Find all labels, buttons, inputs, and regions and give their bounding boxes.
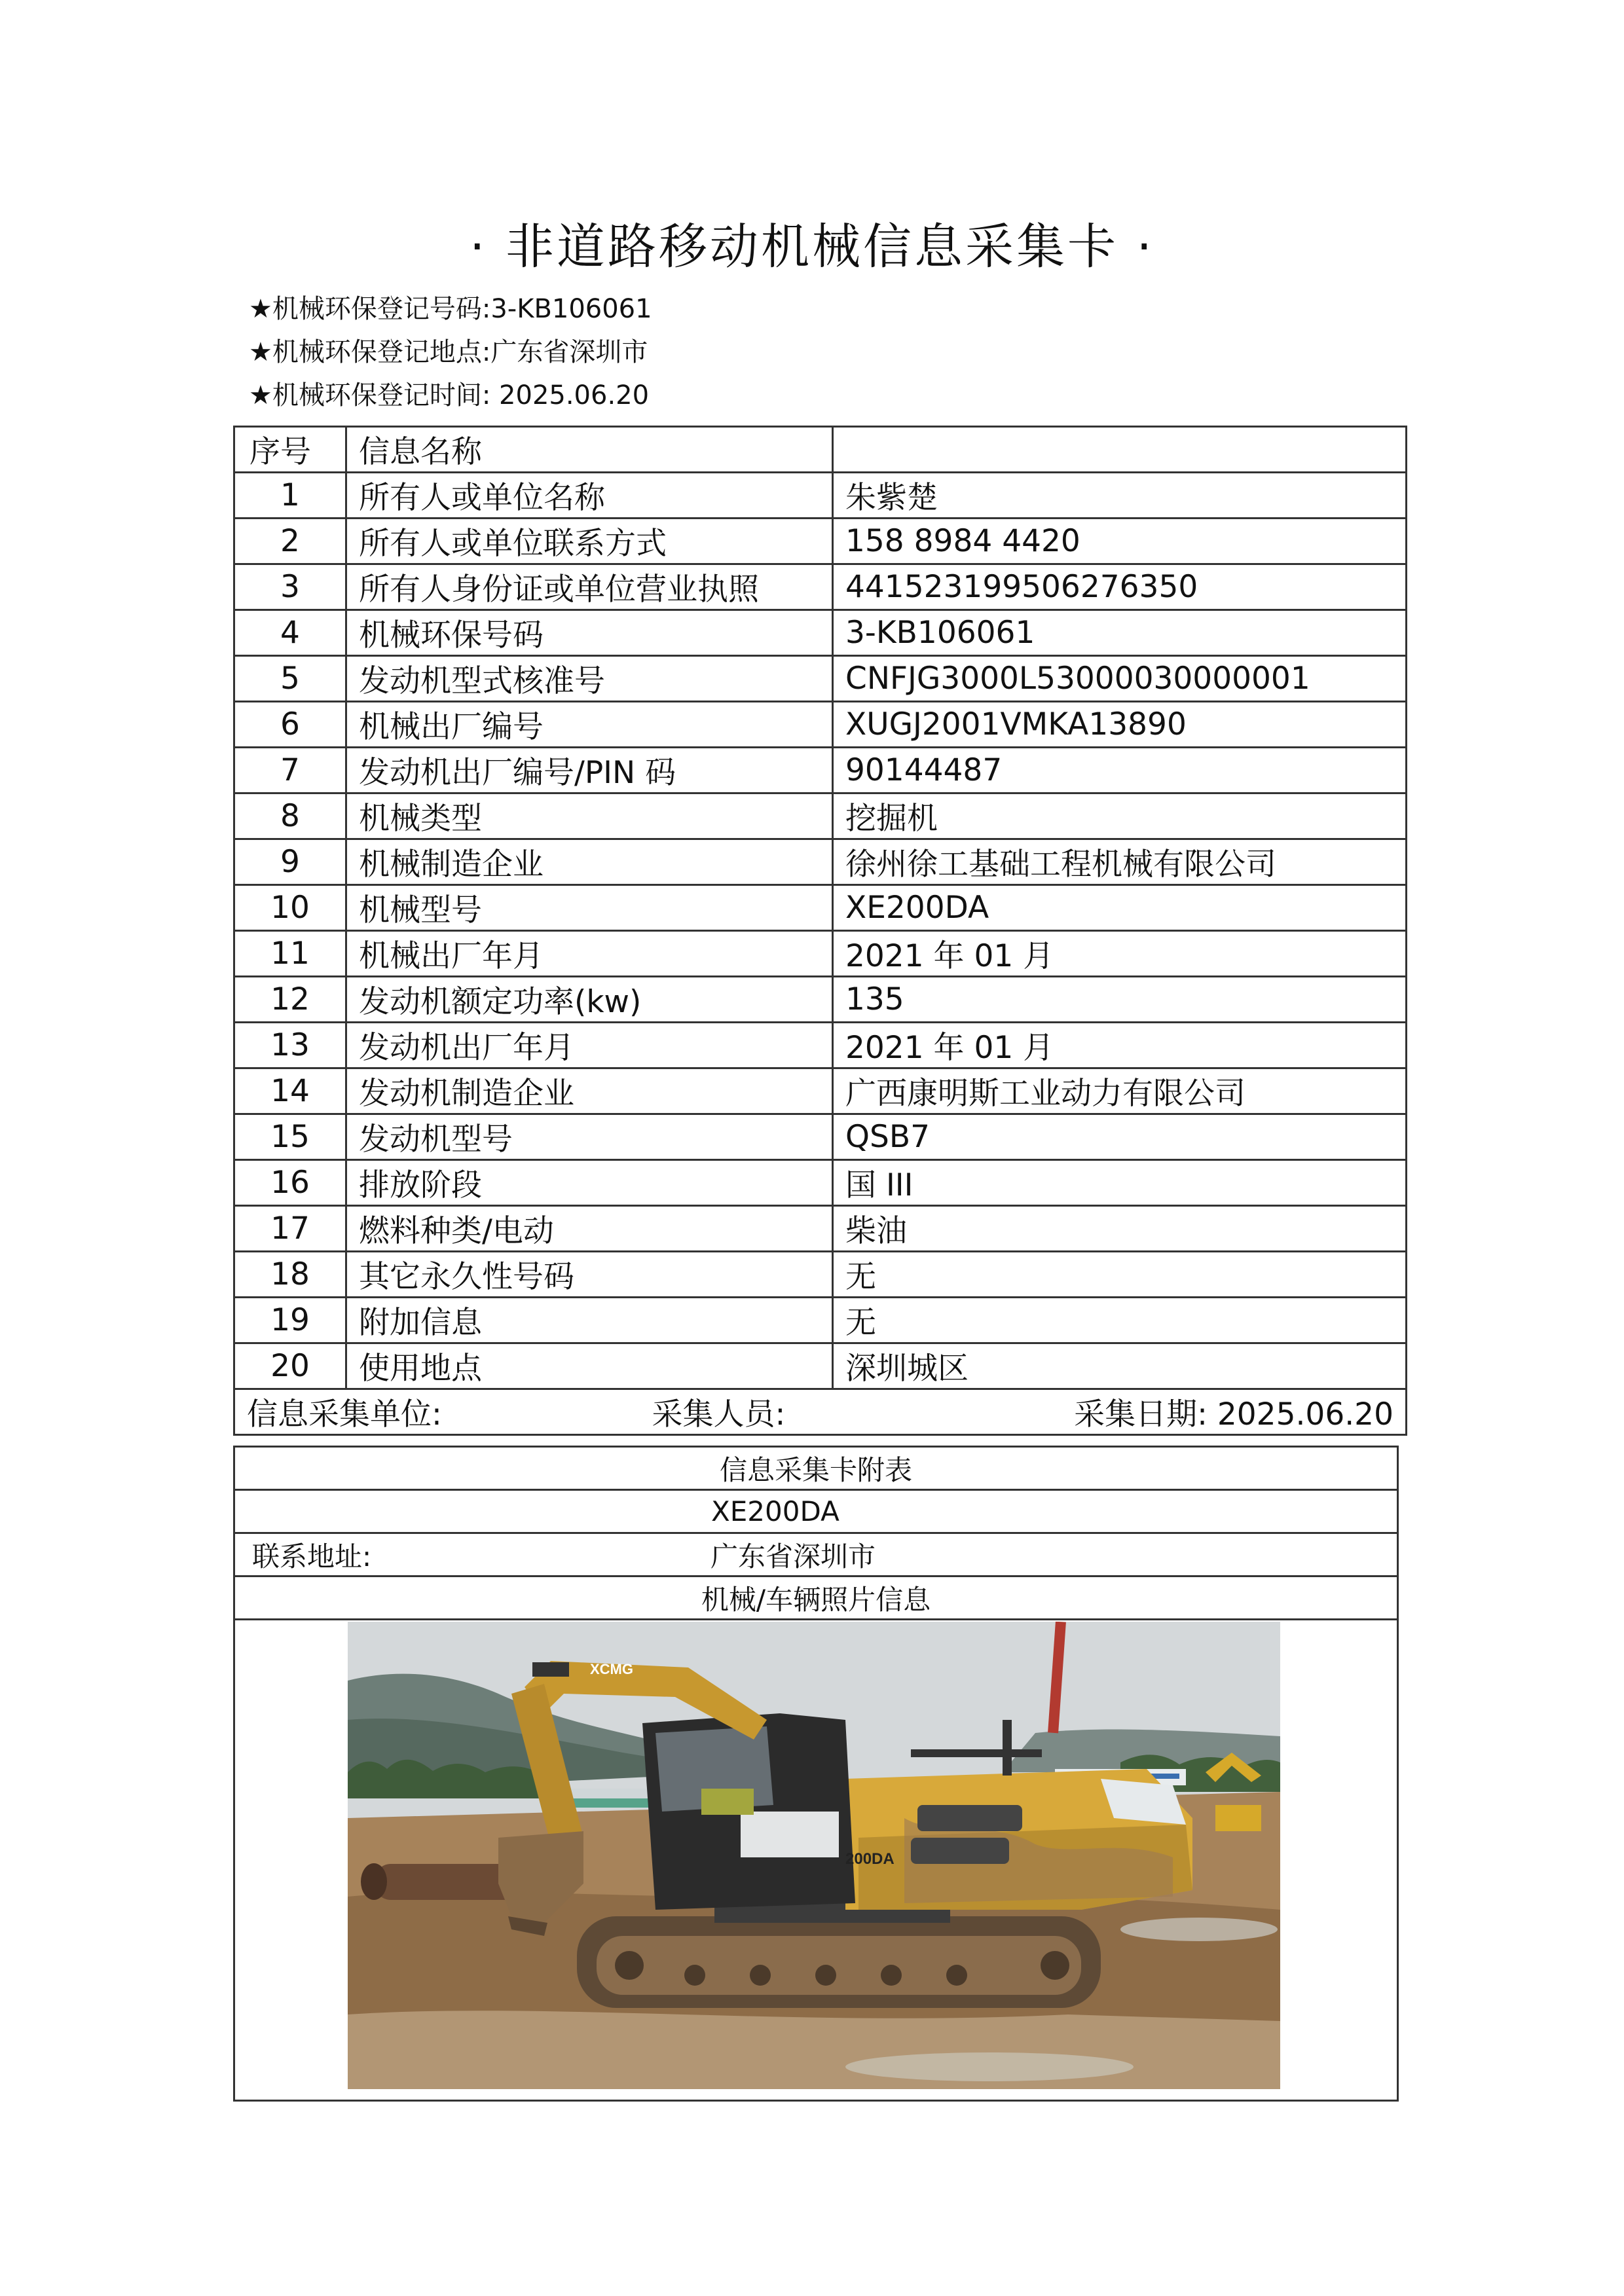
- appendix-address-label: 联系地址:: [252, 1540, 372, 1573]
- row-name: 发动机型式核准号: [346, 656, 833, 702]
- table-row: [234, 656, 1407, 702]
- table-row: [234, 977, 1407, 1023]
- row-no: 17: [234, 1206, 346, 1252]
- row-name: 使用地点: [346, 1343, 833, 1389]
- row-no: 5: [234, 656, 346, 702]
- row-no: 11: [234, 931, 346, 977]
- registration-time: ★机械环保登记时间: 2025.06.20: [249, 380, 650, 410]
- row-no: 10: [234, 885, 346, 931]
- row-no: 20: [234, 1343, 346, 1389]
- row-no: 16: [234, 1160, 346, 1206]
- row-name: 机械出厂年月: [346, 931, 833, 977]
- row-name: 发动机额定功率(kw): [346, 977, 833, 1023]
- table-row: [234, 1298, 1407, 1343]
- photo-brand-label: XCMG: [590, 1661, 633, 1677]
- row-value: 国 III: [833, 1160, 1407, 1206]
- table-row: [234, 519, 1407, 564]
- row-value: 无: [833, 1252, 1407, 1298]
- row-value: 柴油: [833, 1206, 1407, 1252]
- row-name: 燃料种类/电动: [346, 1206, 833, 1252]
- table-row: [234, 748, 1407, 793]
- photo-model-label: 200DA: [845, 1850, 895, 1868]
- table-row: [234, 702, 1407, 748]
- row-value: XUGJ2001VMKA13890: [833, 702, 1407, 748]
- row-name: 发动机出厂年月: [346, 1023, 833, 1068]
- row-name: 所有人或单位名称: [346, 473, 833, 519]
- row-no: 1: [234, 473, 346, 519]
- table-row: [234, 564, 1407, 610]
- row-name: 发动机出厂编号/PIN 码: [346, 748, 833, 793]
- row-no: 4: [234, 610, 346, 656]
- header-name: 信息名称: [346, 427, 833, 473]
- row-name: 机械制造企业: [346, 839, 833, 885]
- row-no: 13: [234, 1023, 346, 1068]
- row-value: 朱紫楚: [833, 473, 1407, 519]
- appendix-address-row: [235, 1534, 1397, 1577]
- row-value: 广西康明斯工业动力有限公司: [833, 1068, 1407, 1114]
- table-row: [234, 1023, 1407, 1068]
- row-no: 15: [234, 1114, 346, 1160]
- row-value: CNFJG3000L53000030000001: [833, 656, 1407, 702]
- row-no: 2: [234, 519, 346, 564]
- row-value: 深圳城区: [833, 1343, 1407, 1389]
- photo-area: [235, 1620, 1397, 2100]
- excavator-photo: [348, 1622, 1280, 2089]
- appendix-address-value: 广东省深圳市: [710, 1540, 876, 1573]
- table-row: [234, 473, 1407, 519]
- row-name: 附加信息: [346, 1298, 833, 1343]
- table-header-row: [234, 427, 1407, 473]
- row-name: 发动机制造企业: [346, 1068, 833, 1114]
- table-row: [234, 610, 1407, 656]
- row-no: 12: [234, 977, 346, 1023]
- row-no: 7: [234, 748, 346, 793]
- table-row: [234, 1252, 1407, 1298]
- row-name: 机械出厂编号: [346, 702, 833, 748]
- row-value: 158 8984 4420: [833, 519, 1407, 564]
- table-row: [234, 885, 1407, 931]
- row-no: 3: [234, 564, 346, 610]
- row-value: 441523199506276350: [833, 564, 1407, 610]
- row-no: 8: [234, 793, 346, 839]
- row-value: 2021 年 01 月: [833, 931, 1407, 977]
- appendix-title: 信息采集卡附表: [235, 1448, 1397, 1491]
- row-value: QSB7: [833, 1114, 1407, 1160]
- row-name: 发动机型号: [346, 1114, 833, 1160]
- table-footer-row: [234, 1389, 1407, 1435]
- table-row: [234, 1114, 1407, 1160]
- header-no: 序号: [234, 427, 346, 473]
- row-name: 所有人身份证或单位营业执照: [346, 564, 833, 610]
- row-value: XE200DA: [833, 885, 1407, 931]
- page-title: · 非道路移动机械信息采集卡 ·: [469, 219, 1155, 275]
- row-name: 所有人或单位联系方式: [346, 519, 833, 564]
- row-no: 14: [234, 1068, 346, 1114]
- header-value: [833, 427, 1407, 473]
- row-value: 2021 年 01 月: [833, 1023, 1407, 1068]
- row-name: 机械环保号码: [346, 610, 833, 656]
- row-name: 机械型号: [346, 885, 833, 931]
- table-row: [234, 1068, 1407, 1114]
- row-name: 机械类型: [346, 793, 833, 839]
- registration-location: ★机械环保登记地点:广东省深圳市: [249, 337, 648, 367]
- table-row: [234, 1206, 1407, 1252]
- footer-collector: 采集人员:: [652, 1396, 786, 1432]
- row-no: 18: [234, 1252, 346, 1298]
- table-row: [234, 1343, 1407, 1389]
- row-value: 90144487: [833, 748, 1407, 793]
- table-row: [234, 931, 1407, 977]
- row-no: 6: [234, 702, 346, 748]
- row-name: 其它永久性号码: [346, 1252, 833, 1298]
- row-name: 排放阶段: [346, 1160, 833, 1206]
- row-value: 徐州徐工基础工程机械有限公司: [833, 839, 1407, 885]
- row-value: 挖掘机: [833, 793, 1407, 839]
- registration-number: ★机械环保登记号码:3-KB106061: [249, 294, 652, 324]
- footer-date: 采集日期: 2025.06.20: [1074, 1396, 1393, 1432]
- table-row: [234, 839, 1407, 885]
- row-value: 3-KB106061: [833, 610, 1407, 656]
- row-no: 9: [234, 839, 346, 885]
- row-value: 无: [833, 1298, 1407, 1343]
- appendix-table: [233, 1446, 1399, 2102]
- table-row: [234, 1160, 1407, 1206]
- appendix-photo-caption: 机械/车辆照片信息: [235, 1577, 1397, 1620]
- appendix-model-row: [235, 1491, 1397, 1534]
- appendix-model: XE200DA: [711, 1495, 840, 1527]
- footer-unit: 信息采集单位:: [247, 1396, 442, 1432]
- table-row: [234, 793, 1407, 839]
- row-value: 135: [833, 977, 1407, 1023]
- info-table: [233, 426, 1407, 1436]
- row-no: 19: [234, 1298, 346, 1343]
